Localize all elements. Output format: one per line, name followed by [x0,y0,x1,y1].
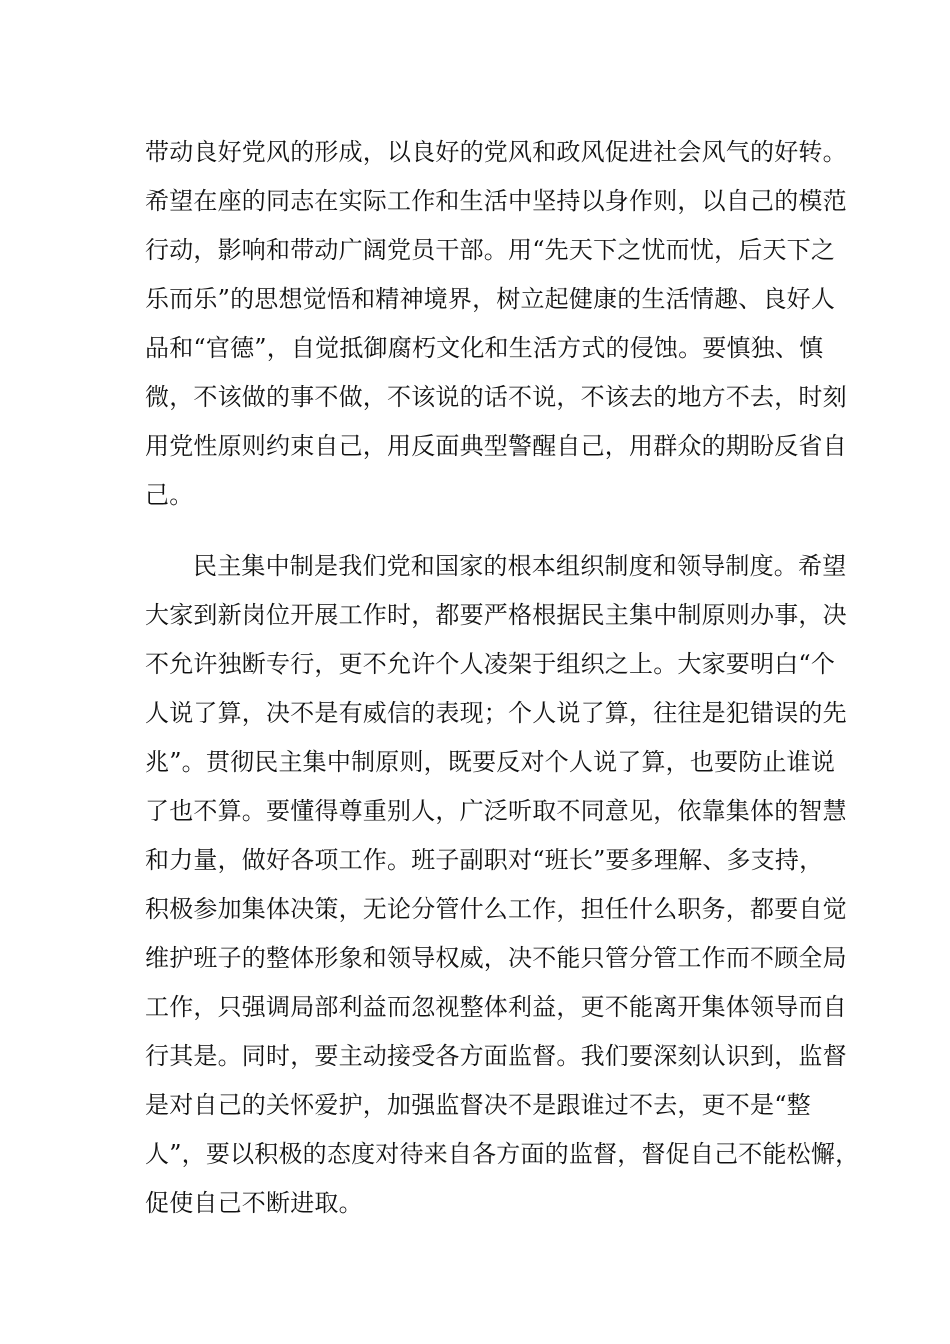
text-line: 人说了算，决不是有威信的表现；个人说了算，往往是犯错误的先 [145,699,847,727]
text-line: 乐而乐”的思想觉悟和精神境界，树立起健康的生活情趣、良好人 [145,285,836,313]
text-line: 是对自己的关怀爱护，加强监督决不是跟谁过不去，更不是“整 [145,1091,811,1119]
text-line: 行动，影响和带动广阔党员干部。用“先天下之忧而忧，后天下之 [145,236,836,264]
text-line: 带动良好党风的形成，以良好的党风和政风促进社会风气的好转。 [145,138,847,166]
text-line: 维护班子的整体形象和领导权威，决不能只管分管工作而不顾全局 [145,944,847,972]
text-line: 工作，只强调局部利益而忽视整体利益，更不能离开集体领导而自 [145,993,847,1021]
text-line: 兆”。贯彻民主集中制原则，既要反对个人说了算，也要防止谁说 [145,748,836,776]
text-line: 促使自己不断进取。 [145,1189,363,1217]
text-line: 希望在座的同志在实际工作和生活中坚持以身作则，以自己的模范 [145,187,847,215]
text-line: 行其是。同时，要主动接受各方面监督。我们要深刻认识到，监督 [145,1042,847,1070]
text-line: 品和“官德”，自觉抵御腐朽文化和生活方式的侵蚀。要慎独、慎 [145,334,824,362]
text-line: 人”，要以积极的态度对待来自各方面的监督，督促自己不能松懈， [145,1140,860,1168]
text-line: 积极参加集体决策，无论分管什么工作，担任什么职务，都要自觉 [145,895,847,923]
paragraph-spacer [145,520,825,542]
text-line: 用党性原则约束自己，用反面典型警醒自己，用群众的期盼反省自 [145,432,847,460]
paragraph [145,128,847,520]
text-line: 大家到新岗位开展工作时，都要严格根据民主集中制原则办事，决 [145,601,847,629]
document-body [145,128,860,1228]
paragraph [145,542,860,1228]
text-line: 和力量，做好各项工作。班子副职对“班长”要多理解、多支持， [145,846,824,874]
text-line: 不允许独断专行，更不允许个人凌架于组织之上。大家要明白“个 [145,650,836,678]
text-line: 微，不该做的事不做，不该说的话不说，不该去的地方不去，时刻 [145,383,847,411]
text-line: 了也不算。要懂得尊重别人，广泛听取不同意见，依靠集体的智慧 [145,797,847,825]
text-line: 己。 [145,481,194,509]
text-line: 民主集中制是我们党和国家的根本组织制度和领导制度。希望 [193,552,847,580]
